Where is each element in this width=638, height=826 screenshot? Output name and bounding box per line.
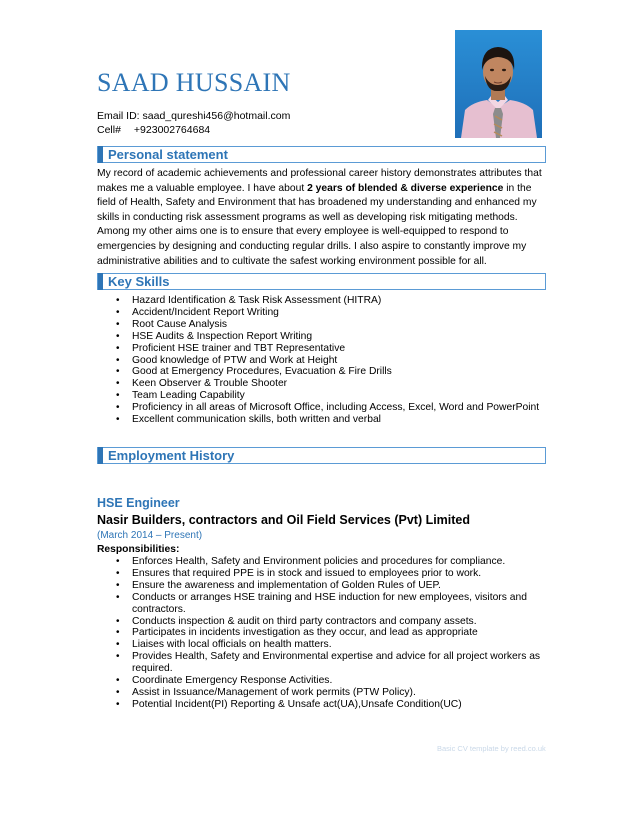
bullet-icon: • [116,567,120,579]
skill-item-text: Keen Observer & Trouble Shooter [132,378,288,390]
responsibility-item-text: Potential Incident(PI) Reporting & Unsafe act(UA),Unsafe Condition(UC) [132,698,462,710]
responsibility-item-text: Liaises with local officials on health matters. [132,639,332,651]
skill-item-text: Good knowledge of PTW and Work at Height [132,354,338,366]
skill-item-text: Proficiency in all areas of Microsoft Office, including Access, Excel, Word and PowerPoint [132,402,540,414]
skill-item [97,343,547,355]
bullet-icon: • [116,591,120,603]
template-watermark: Basic CV template by reed.co.uk [437,744,546,753]
section-accent-bar [98,447,103,464]
section-accent-bar [98,146,103,163]
email-value[interactable]: saad_qureshi456@hotmail.com [142,110,291,122]
employment-dates: (March 2014 – Present) [97,530,203,541]
section-title: Personal statement [108,147,228,162]
bullet-icon: • [116,378,120,390]
email-label: Email ID: [97,110,140,122]
responsibilities-list [97,556,547,711]
bullet-icon: • [116,366,120,378]
job-title: HSE Engineer [97,496,180,510]
bullet-icon: • [116,686,120,698]
bullet-icon: • [116,627,120,639]
section-header-personal-statement [97,146,546,163]
bullet-icon: • [116,354,120,366]
bullet-icon: • [116,402,120,414]
statement-text-end: in the field of Health, Safety and Environment that has broadened my understanding and enhanced my skills in conducting risk assessment programs as well as developing risk mitigating methods. Among my other aims one is to ensure that every employee is well-equipped to respond to emergencies by designing and conducting regular drills. I also aspire to constantly improve my administrative abilities and to cultivate the safest working environment possible for all. [97,182,537,267]
responsibility-item [97,616,547,628]
bullet-icon: • [116,390,120,402]
bullet-icon: • [116,698,120,710]
bullet-icon: • [116,675,120,687]
cell-value: +923002764684 [133,124,211,136]
skill-item-text: Team Leading Capability [132,390,245,402]
bullet-icon: • [116,639,120,651]
profile-photo [455,30,542,138]
responsibility-item [97,627,547,639]
responsibility-item-text: Conducts or arranges HSE training and HSE induction for new employees, visitors and contractors. [132,591,527,615]
statement-text-bold: 2 years of blended & diverse experience [307,182,504,194]
section-accent-bar [98,273,103,290]
company-name: Nasir Builders, contractors and Oil Field Services (Pvt) Limited [97,513,471,527]
skill-item [97,355,547,367]
responsibility-item [97,699,547,711]
skill-item-text: HSE Audits & Inspection Report Writing [132,330,313,342]
key-skills-list [97,295,547,426]
bullet-icon: • [116,651,120,663]
responsibilities-label: Responsibilities: [97,544,180,555]
skill-item [97,390,547,402]
skill-item [97,319,547,331]
skill-item-text: Hazard Identification & Task Risk Assessment (HITRA) [132,295,382,306]
responsibility-item [97,580,547,592]
responsibility-item-text: Enforces Health, Safety and Environment policies and procedures for compliance. [132,556,506,567]
bullet-icon: • [116,330,120,342]
responsibility-item-text: Conducts inspection & audit on third party contractors and company assets. [132,615,477,627]
section-title: Employment History [108,448,235,463]
cell-label: Cell# [97,124,121,136]
skill-item-text: Accident/Incident Report Writing [132,306,279,318]
skill-item-text: Root Cause Analysis [132,318,228,330]
personal-statement-text [97,167,547,269]
email-line [97,110,290,122]
responsibility-item [97,675,547,687]
bullet-icon: • [116,615,120,627]
skill-item [97,402,547,414]
responsibility-item-text: Ensures that required PPE is in stock and issued to employees prior to work. [132,567,482,579]
skill-item-text: Excellent communication skills, both written and verbal [132,414,381,426]
bullet-icon: • [116,579,120,591]
responsibility-item-text: Participates in incidents investigation as they occur, and lead as appropriate [132,627,478,639]
skill-item [97,414,547,426]
responsibility-item [97,651,547,675]
responsibility-item-text: Provides Health, Safety and Environmental expertise and advice for all project workers as required. [132,651,541,675]
section-title: Key Skills [108,274,170,289]
bullet-icon: • [116,342,120,354]
skill-item [97,295,547,307]
responsibility-item [97,639,547,651]
responsibility-item [97,556,547,568]
skill-item [97,331,547,343]
skill-item-text: Good at Emergency Procedures, Evacuation & Fire Drills [132,366,392,378]
responsibility-item-text: Coordinate Emergency Response Activities. [132,675,333,687]
skill-item [97,366,547,378]
bullet-icon: • [116,295,120,306]
bullet-icon: • [116,306,120,318]
skill-item [97,378,547,390]
responsibility-item [97,568,547,580]
section-header-employment-history [97,447,546,464]
candidate-name: SAAD HUSSAIN [97,68,291,97]
bullet-icon: • [116,414,120,426]
skill-item-text: Proficient HSE trainer and TBT Representative [132,342,346,354]
bullet-icon: • [116,556,120,567]
responsibility-item [97,687,547,699]
responsibility-item-text: Assist in Issuance/Management of work permits (PTW Policy). [132,686,416,698]
statement-text-start: My record of academic achievements and professional career history demonstrates attributes that makes me a valuable employee. I have about [97,168,542,194]
section-header-key-skills [97,273,546,290]
skill-item [97,307,547,319]
responsibility-item [97,592,547,616]
bullet-icon: • [116,318,120,330]
cell-line [97,124,210,136]
responsibility-item-text: Ensure the awareness and implementation of Golden Rules of UEP. [132,579,441,591]
